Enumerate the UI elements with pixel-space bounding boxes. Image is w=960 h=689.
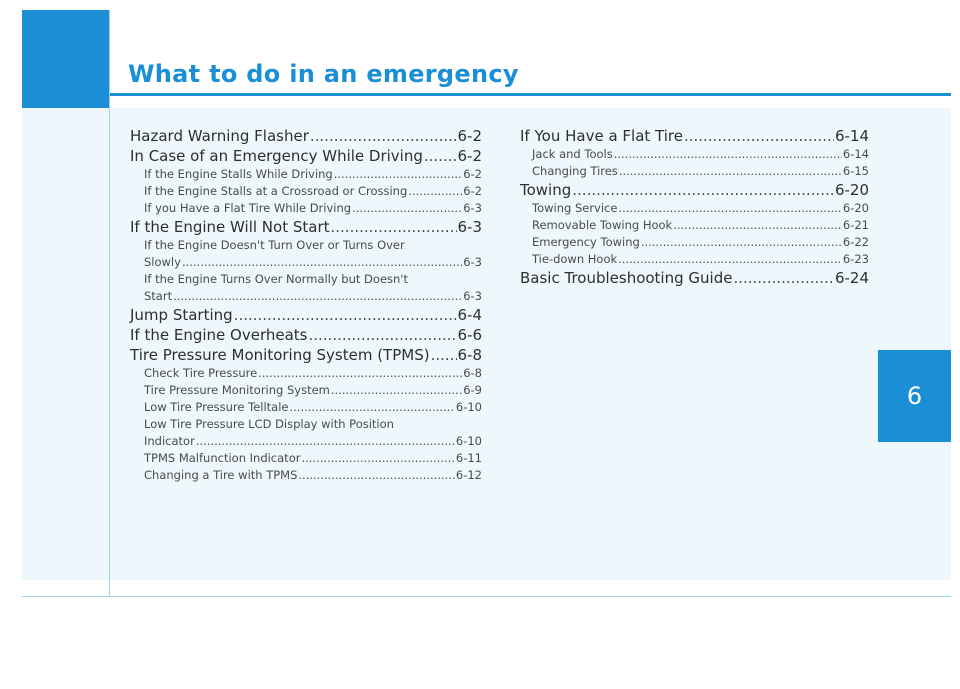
toc-label: Emergency Towing: [532, 235, 640, 249]
toc-label: Low Tire Pressure Telltale: [144, 400, 289, 414]
leader-dots: [572, 180, 834, 200]
leader-dots: [431, 345, 457, 365]
toc-left-column: [130, 126, 482, 484]
leader-dots: [196, 433, 455, 450]
toc-label: Changing Tires: [532, 164, 618, 178]
leader-dots: [234, 305, 457, 325]
toc-label: Hazard Warning Flasher: [130, 127, 309, 145]
leader-dots: [301, 450, 454, 467]
toc-page: 6-15: [842, 164, 869, 178]
toc-label: If the Engine Will Not Start: [130, 218, 330, 236]
toc-subentry-flat-tire-while-driving[interactable]: [130, 200, 482, 217]
toc-subentry-lcd-display[interactable]: [130, 433, 482, 450]
toc-subentry-towing-service[interactable]: [520, 200, 869, 217]
toc-subentry-turns-normally-line1[interactable]: If the Engine Turns Over Normally but Doesn't: [144, 272, 408, 286]
toc-page: 6-3: [463, 201, 482, 215]
page-title: What to do in an emergency: [128, 60, 519, 88]
toc-page: 6-23: [842, 252, 869, 266]
toc-label: Jump Starting: [130, 306, 233, 324]
leader-dots: [352, 200, 462, 217]
toc-label: Changing a Tire with TPMS: [144, 468, 298, 482]
toc-label: Jack and Tools: [532, 147, 613, 161]
toc-label: Start: [144, 289, 173, 303]
toc-label: Tire Pressure Monitoring System (TPMS): [130, 346, 430, 364]
toc-page: 6-12: [455, 468, 482, 482]
toc-entry-hazard-warning-flasher[interactable]: [130, 126, 482, 146]
leader-dots: [331, 217, 457, 237]
leader-dots: [258, 365, 462, 382]
toc-page: 6-14: [842, 147, 869, 161]
leader-dots: [298, 467, 454, 484]
leader-dots: [173, 288, 462, 305]
toc-entry-emergency-while-driving[interactable]: [130, 146, 482, 166]
leader-dots: [619, 163, 842, 180]
leader-dots: [641, 234, 842, 251]
chapter-number: 6: [906, 382, 923, 410]
toc-page: 6-8: [457, 346, 482, 364]
title-underline: [110, 93, 951, 96]
toc-subentry-tpms[interactable]: [130, 382, 482, 399]
toc-page: 6-10: [455, 400, 482, 414]
toc-subentry-doesnt-turn-over-line1[interactable]: If the Engine Doesn't Turn Over or Turns Over: [144, 238, 405, 252]
margin-divider: [109, 10, 110, 597]
toc-entry-troubleshooting-guide[interactable]: [520, 268, 869, 288]
toc-label: Removable Towing Hook: [532, 218, 673, 232]
toc-subentry-doesnt-turn-over[interactable]: [130, 254, 482, 271]
toc-label: Tire Pressure Monitoring System: [144, 383, 330, 397]
toc-page: 6-8: [463, 366, 482, 380]
leader-dots: [334, 166, 462, 183]
leader-dots: [424, 146, 457, 166]
toc-page: 6-4: [457, 306, 482, 324]
toc-page: 6-9: [463, 383, 482, 397]
toc-subentry-low-pressure-telltale[interactable]: [130, 399, 482, 416]
toc-page: 6-3: [457, 218, 482, 236]
toc-label: If the Engine Stalls While Driving: [144, 167, 333, 181]
toc-page: 6-21: [842, 218, 869, 232]
toc-page: 6-3: [463, 289, 482, 303]
toc-label: If the Engine Overheats: [130, 326, 308, 344]
toc-subentry-stalls-while-driving[interactable]: [130, 166, 482, 183]
toc-label: If you Have a Flat Tire While Driving: [144, 201, 352, 215]
leader-dots: [618, 200, 841, 217]
leader-dots: [618, 251, 842, 268]
leader-dots: [290, 399, 455, 416]
toc-subentry-stalls-crossroad[interactable]: [130, 183, 482, 200]
toc-entry-tpms[interactable]: [130, 345, 482, 365]
toc-label: Indicator: [144, 434, 195, 448]
leader-dots: [733, 268, 834, 288]
toc-label: Slowly: [144, 255, 181, 269]
toc-entry-engine-will-not-start[interactable]: [130, 217, 482, 237]
leader-dots: [408, 183, 462, 200]
chapter-tab[interactable]: [878, 350, 951, 442]
toc-subentry-tpms-malfunction[interactable]: [130, 450, 482, 467]
toc-subentry-changing-tire-tpms[interactable]: [130, 467, 482, 484]
toc-subentry-removable-towing-hook[interactable]: [520, 217, 869, 234]
toc-right-column: [520, 126, 869, 288]
toc-label: If the Engine Stalls at a Crossroad or Crossing: [144, 184, 408, 198]
toc-page: 6-2: [457, 127, 482, 145]
toc-entry-engine-overheats[interactable]: [130, 325, 482, 345]
toc-entry-jump-starting[interactable]: [130, 305, 482, 325]
toc-label: If You Have a Flat Tire: [520, 127, 683, 145]
toc-page: 6-10: [455, 434, 482, 448]
toc-entry-towing[interactable]: [520, 180, 869, 200]
toc-page: 6-20: [842, 201, 869, 215]
toc-page: 6-14: [834, 127, 869, 145]
toc-subentry-check-tire-pressure[interactable]: [130, 365, 482, 382]
toc-label: Tie-down Hook: [532, 252, 618, 266]
toc-page: 6-24: [834, 269, 869, 287]
toc-label: Towing: [520, 181, 572, 199]
toc-page: 6-2: [463, 167, 482, 181]
toc-subentry-tie-down-hook[interactable]: [520, 251, 869, 268]
toc-page: 6-2: [457, 147, 482, 165]
toc-subentry-lcd-display-line1[interactable]: Low Tire Pressure LCD Display with Position: [144, 417, 394, 431]
footer-divider: [22, 596, 951, 597]
toc-page: 6-20: [834, 181, 869, 199]
toc-page: 6-2: [463, 184, 482, 198]
leader-dots: [614, 146, 842, 163]
leader-dots: [673, 217, 842, 234]
toc-label: Towing Service: [532, 201, 618, 215]
leader-dots: [684, 126, 834, 146]
toc-page: 6-3: [463, 255, 482, 269]
toc-subentry-turns-normally[interactable]: [130, 288, 482, 305]
toc-subentry-changing-tires[interactable]: [520, 163, 869, 180]
leader-dots: [310, 126, 457, 146]
chapter-color-block: [22, 10, 109, 108]
toc-page: 6-11: [455, 451, 482, 465]
toc-page: 6-22: [842, 235, 869, 249]
toc-page: 6-6: [457, 326, 482, 344]
toc-label: TPMS Malfunction Indicator: [144, 451, 301, 465]
toc-label: Basic Troubleshooting Guide: [520, 269, 733, 287]
toc-subentry-jack-and-tools[interactable]: [520, 146, 869, 163]
toc-subentry-emergency-towing[interactable]: [520, 234, 869, 251]
leader-dots: [331, 382, 462, 399]
leader-dots: [182, 254, 462, 271]
toc-label: Check Tire Pressure: [144, 366, 258, 380]
leader-dots: [308, 325, 456, 345]
toc-label: In Case of an Emergency While Driving: [130, 147, 423, 165]
toc-entry-flat-tire[interactable]: [520, 126, 869, 146]
